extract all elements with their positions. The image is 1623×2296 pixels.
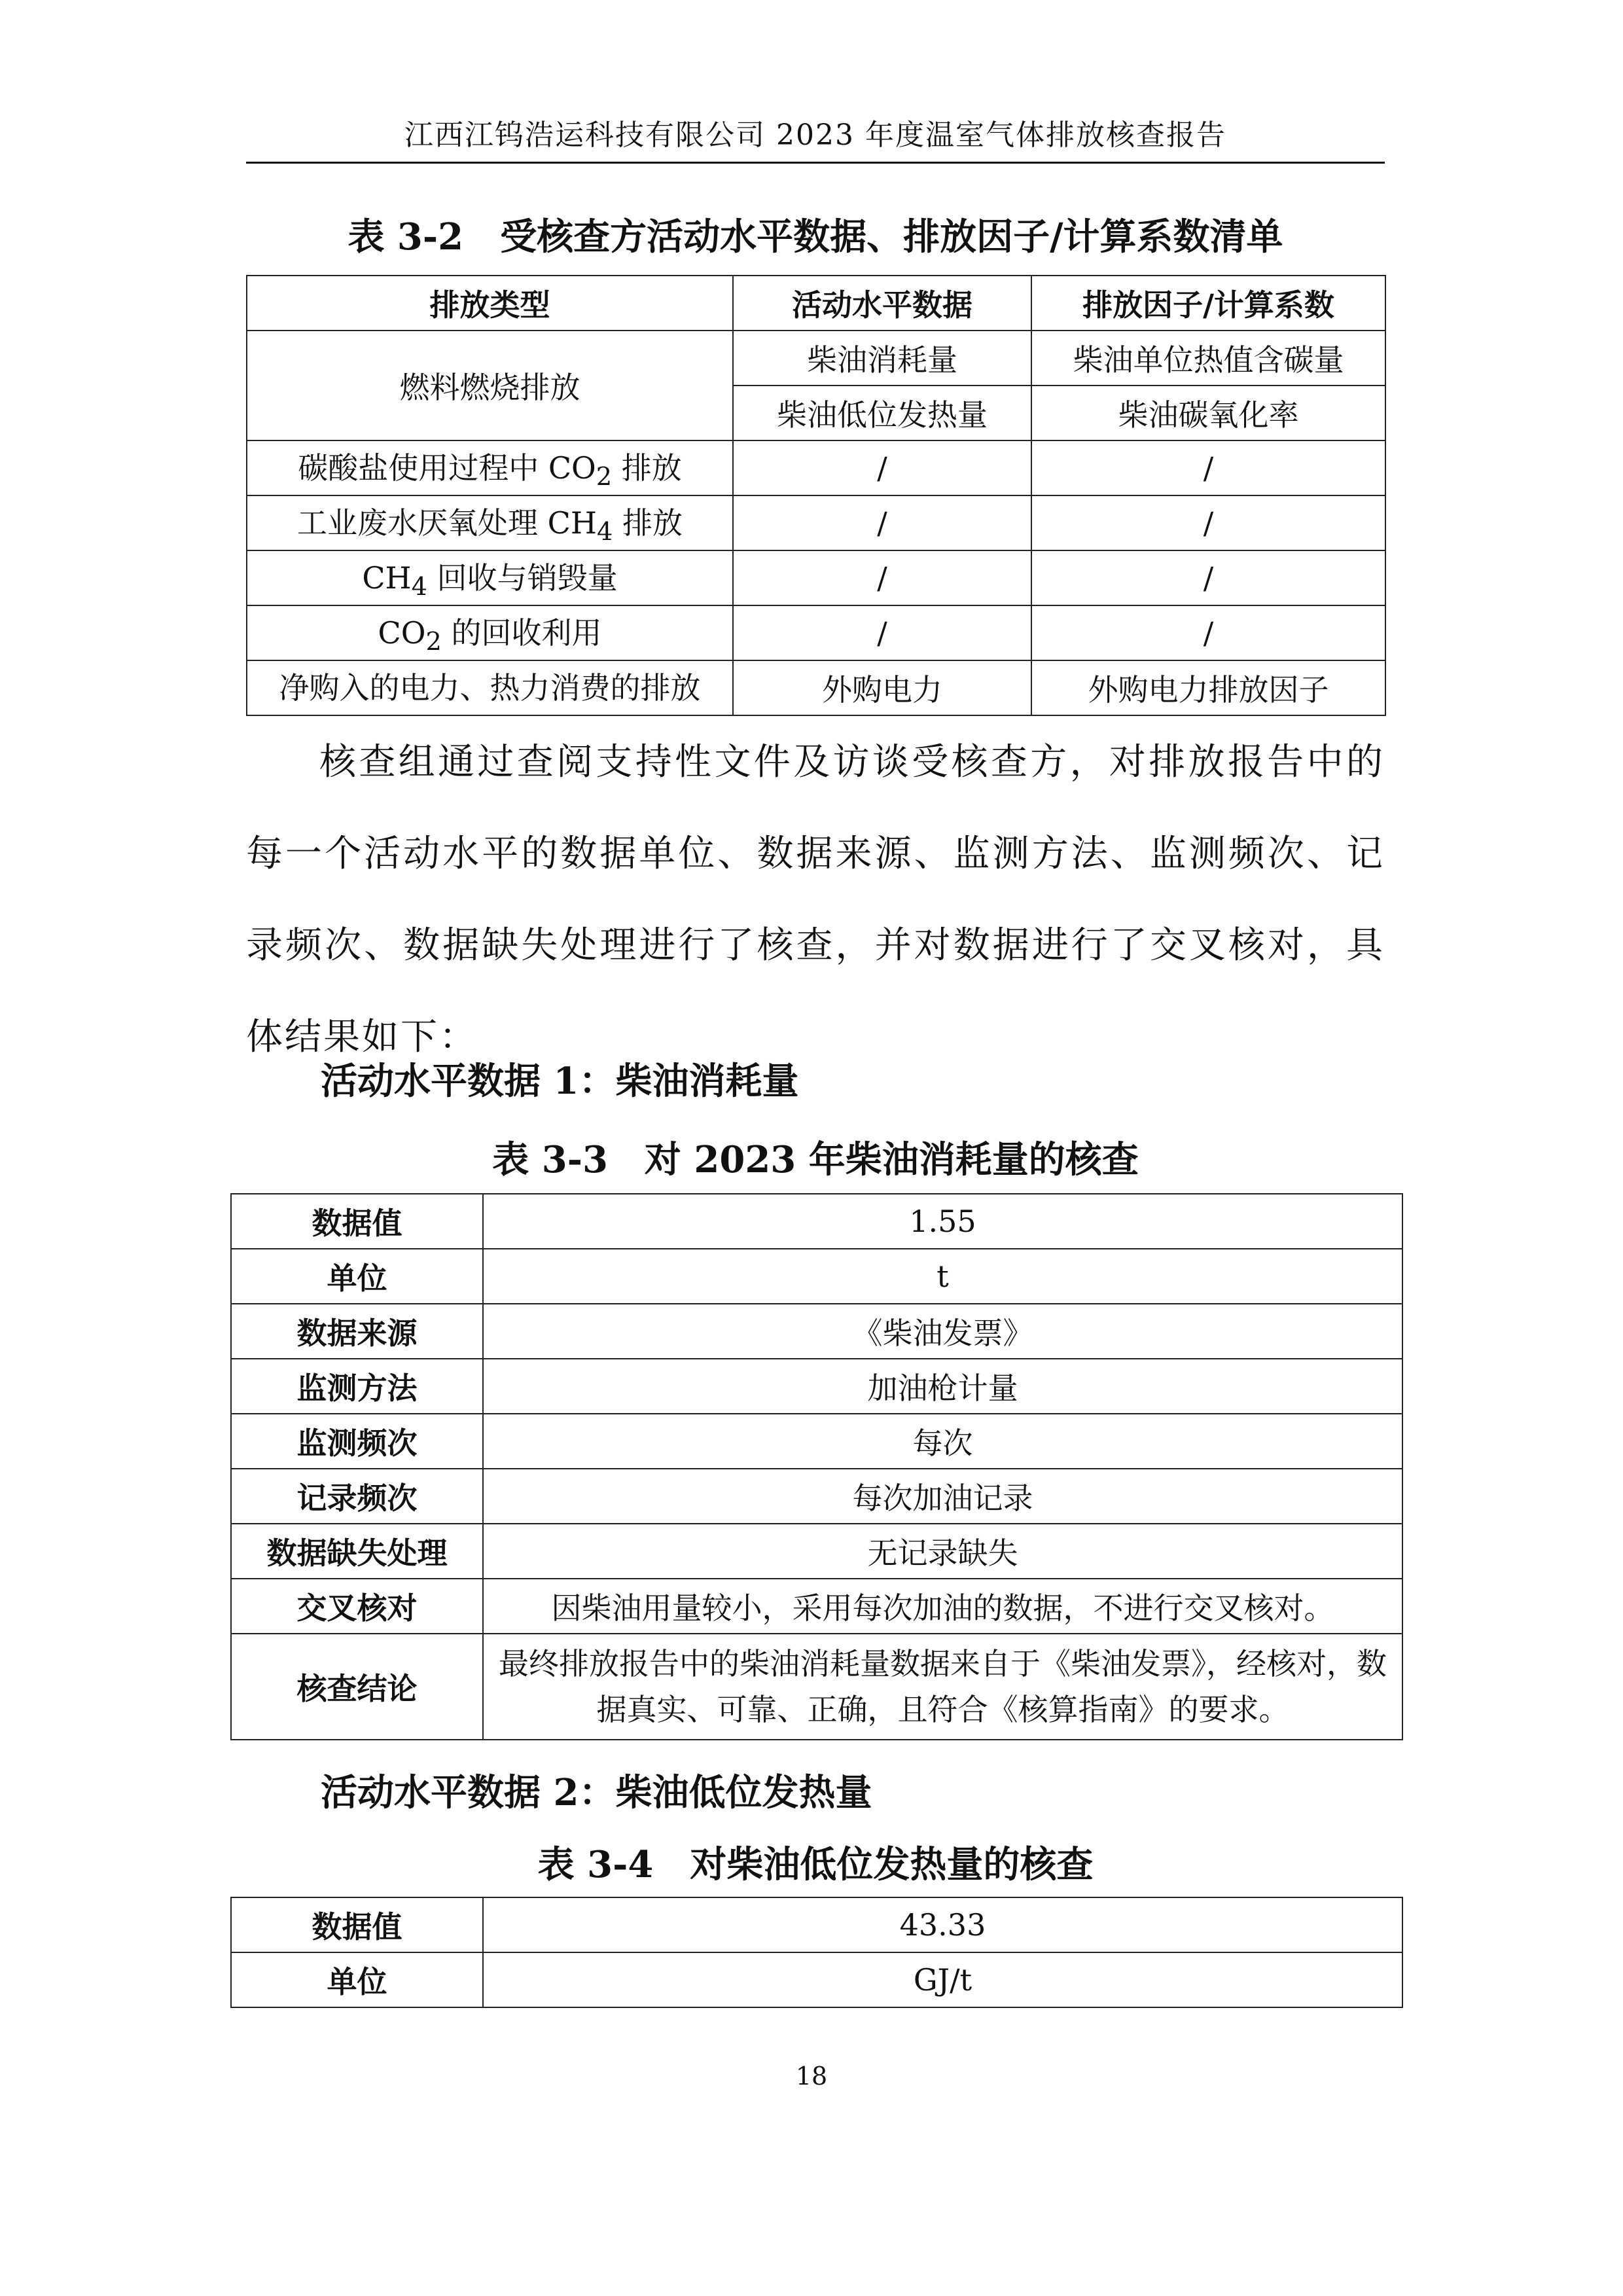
table-3-2 (246, 275, 1386, 716)
table-3-4-caption: 表 3-4 对柴油低位发热量的核查 (537, 1843, 1094, 1886)
table-row (247, 440, 1385, 495)
row-value: 加油枪计量 (483, 1359, 1402, 1414)
row-label: 数据值 (231, 1897, 483, 1952)
page-header: 江西江钨浩运科技有限公司 2023 年度温室气体排放核查报告 (404, 118, 1226, 152)
row-value: 因柴油用量较小，采用每次加油的数据，不进行交叉核对。 (483, 1579, 1402, 1634)
table-row (247, 660, 1385, 715)
table-row (247, 550, 1385, 605)
emission-type-cell: 碳酸盐使用过程中 $CO_2$ 排放 (247, 440, 733, 495)
table-row (231, 1469, 1402, 1524)
factor-cell: / (1031, 605, 1385, 660)
row-label: 监测频次 (231, 1414, 483, 1469)
emission-type-cell: 净购入的电力、热力消费的排放 (247, 660, 733, 715)
emission-type-cell: $CH_4$ 回收与销毁量 (247, 550, 733, 605)
page-number: 18 (795, 2062, 828, 2090)
table-row (231, 1249, 1402, 1304)
table-3-2-caption: 表 3-2 受核查方活动水平数据、排放因子/计算系数清单 (348, 215, 1283, 259)
table-row (247, 605, 1385, 660)
emission-type-cell: 燃料燃烧排放 (247, 331, 733, 440)
table-3-3 (230, 1193, 1403, 1740)
header-cell: 排放因子/计算系数 (1031, 276, 1385, 331)
table-row (247, 495, 1385, 550)
activity-cell: / (733, 605, 1031, 660)
factor-cell: 外购电力排放因子 (1031, 660, 1385, 715)
row-value: 43.33 (483, 1897, 1402, 1952)
row-label: 单位 (231, 1249, 483, 1304)
factor-cell: / (1031, 440, 1385, 495)
row-label: 核查结论 (231, 1634, 483, 1740)
activity-cell: / (733, 440, 1031, 495)
table-row (231, 1634, 1402, 1740)
row-label: 交叉核对 (231, 1579, 483, 1634)
row-value: 每次 (483, 1414, 1402, 1469)
header-cell: 活动水平数据 (733, 276, 1031, 331)
row-label: 数据来源 (231, 1304, 483, 1359)
emission-type-cell: 工业废水厌氧处理 $CH_4$ 排放 (247, 495, 733, 550)
row-value: 1.55 (483, 1194, 1402, 1249)
section-heading-1: 活动水平数据 1：柴油消耗量 (321, 1060, 799, 1103)
table-row (231, 1952, 1402, 2007)
row-value: GJ/t (483, 1952, 1402, 2007)
row-value: 无记录缺失 (483, 1524, 1402, 1579)
table-row (231, 1194, 1402, 1249)
table-3-4 (230, 1897, 1403, 2008)
emission-type-cell: $CO_2$ 的回收利用 (247, 605, 733, 660)
factor-cell: 柴油碳氧化率 (1031, 386, 1385, 440)
row-label: 记录频次 (231, 1469, 483, 1524)
row-label: 单位 (231, 1952, 483, 2007)
row-label: 数据缺失处理 (231, 1524, 483, 1579)
activity-cell: 柴油低位发热量 (733, 386, 1031, 440)
row-value: t (483, 1249, 1402, 1304)
row-label: 监测方法 (231, 1359, 483, 1414)
activity-cell: / (733, 495, 1031, 550)
row-label: 数据值 (231, 1194, 483, 1249)
table-3-3-caption: 表 3-3 对 2023 年柴油消耗量的核查 (492, 1138, 1139, 1181)
factor-cell: / (1031, 550, 1385, 605)
row-value: 最终排放报告中的柴油消耗量数据来自于《柴油发票》，经核对，数据真实、可靠、正确，且符合《核算指南》的要求。 (483, 1634, 1402, 1740)
body-paragraph: 核查组通过查阅支持性文件及访谈受核查方，对排放报告中的每一个活动水平的数据单位、数据来源、监测方法、监测频次、记录频次、数据缺失处理进行了核查，并对数据进行了交叉核对，具体结果如下： (246, 741, 1385, 1058)
table-row (231, 1359, 1402, 1414)
row-value: 每次加油记录 (483, 1469, 1402, 1524)
header-cell: 排放类型 (247, 276, 733, 331)
header-rule (246, 162, 1385, 164)
table-row (231, 1414, 1402, 1469)
factor-cell: 柴油单位热值含碳量 (1031, 331, 1385, 386)
activity-cell: 柴油消耗量 (733, 331, 1031, 386)
activity-cell: 外购电力 (733, 660, 1031, 715)
table-row (231, 1897, 1402, 1952)
factor-cell: / (1031, 495, 1385, 550)
table-header-row (247, 276, 1385, 331)
table-row (231, 1304, 1402, 1359)
table-row (231, 1524, 1402, 1579)
row-value: 《柴油发票》 (483, 1304, 1402, 1359)
section-heading-2: 活动水平数据 2：柴油低位发热量 (321, 1771, 872, 1814)
table-row (247, 331, 1385, 386)
table-row (231, 1579, 1402, 1634)
activity-cell: / (733, 550, 1031, 605)
